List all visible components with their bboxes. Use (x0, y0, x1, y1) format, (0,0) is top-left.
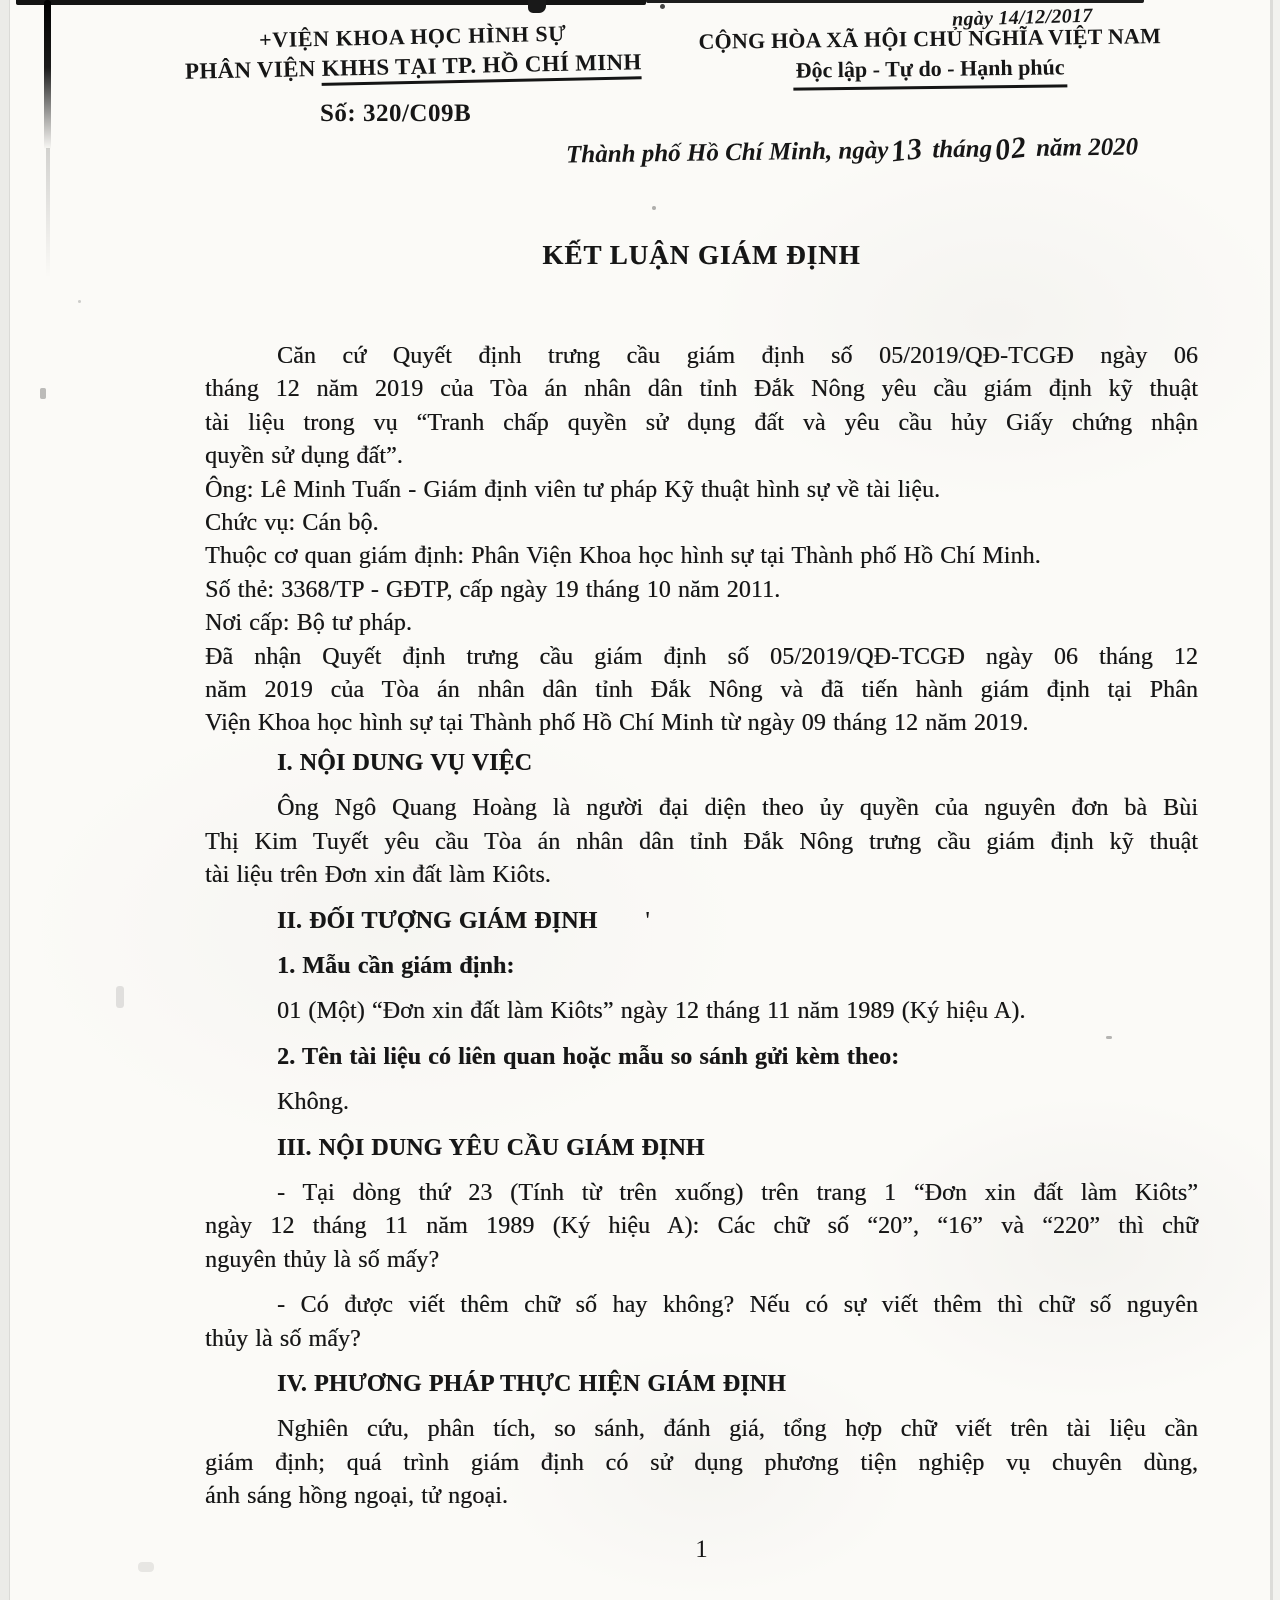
body-line: nguyên thủy là số mấy? (205, 1246, 440, 1273)
item-sample-detail (205, 989, 1198, 1034)
para-legal-basis (205, 340, 1198, 474)
line-position (205, 507, 1198, 540)
document-title: KẾT LUẬN GIÁM ĐỊNH (542, 240, 861, 270)
scan-artifact-speck (116, 986, 124, 1008)
body-line: Ông Ngô Quang Hoàng là người đại diện theo ủy quyền của nguyên đơn bà Bùi (277, 795, 1198, 822)
body-line: Căn cứ Quyết định trưng cầu giám định số 05/2019/QĐ-TCGĐ ngày 06 (277, 343, 1198, 369)
document-body (205, 340, 1198, 1520)
body-line: giám định; quá trình giám định có sử dụng phương tiện nghiệp vụ chuyên dùng, (205, 1449, 1198, 1476)
line-agency (205, 540, 1198, 573)
heading-section-3 (205, 1126, 1198, 1171)
item-sample-label (205, 944, 1198, 989)
heading-section-4 (205, 1362, 1198, 1407)
body-line: quyền sử dụng đất”. (205, 443, 403, 470)
body-line: Nơi cấp: Bộ tư pháp. (205, 610, 412, 637)
body-line: - Tại dòng thứ 23 (Tính từ trên xuống) trên trang 1 “Đơn xin đất làm Kiôts” (277, 1179, 1198, 1206)
scan-artifact-left-streak (44, 0, 51, 150)
body-line: năm 2019 của Tòa án nhân dân tỉnh Đắk Nông và đã tiến hành giám định tại Phân (205, 677, 1198, 704)
body-line: Số thẻ: 3368/TP - GĐTP, cấp ngày 19 tháng 10 năm 2011. (205, 576, 781, 603)
scan-artifact-dot (660, 4, 665, 9)
body-line: I. NỘI DUNG VỤ VIỆC (277, 749, 533, 776)
heading-section-2 (205, 899, 1198, 944)
agency-branch-name (148, 48, 678, 85)
agency-branch-prefix: PHÂN VIỆN (184, 55, 323, 84)
scan-artifact-right-edge-band (1273, 0, 1280, 1600)
line-examiner-name (205, 474, 1198, 507)
body-line: Thuộc cơ quan giám định: Phân Viện Khoa học hình sự tại Thành phố Hồ Chí Minh. (205, 543, 1041, 570)
body-line: tài liệu trên Đơn xin đất làm Kiôts. (205, 862, 551, 889)
body-line: ngày 12 tháng 11 năm 1989 (Ký hiệu A): Các chữ số “20”, “16” và “220” thì chữ (205, 1213, 1198, 1240)
scan-artifact-right-line (1270, 0, 1273, 1600)
handwritten-day: 13 (889, 131, 926, 169)
scan-artifact-top-strip (16, 0, 646, 5)
para-case-content (205, 786, 1198, 898)
body-line: Không. (277, 1089, 349, 1116)
heading-section-1 (205, 741, 1198, 786)
body-line: IV. PHƯƠNG PHÁP THỰC HIỆN GIÁM ĐỊNH (277, 1370, 786, 1397)
scan-artifact-speck (138, 1562, 154, 1572)
handwritten-month: 02 (993, 130, 1029, 168)
body-line: II. ĐỐI TƯỢNG GIÁM ĐỊNH ' (277, 907, 650, 934)
dateline-mid: tháng (932, 135, 993, 164)
handwritten-scan-date: ngày 14/12/2017 (951, 4, 1093, 31)
scan-artifact-left-streak-faint (46, 148, 50, 278)
body-line: tài liệu trong vụ “Tranh chấp quyền sử dụng đất và yêu cầu hủy Giấy chứng nhận (205, 409, 1198, 436)
body-line: - Có được viết thêm chữ số hay không? Nếu có sự viết thêm thì chữ số nguyên (277, 1292, 1198, 1319)
body-line: Viện Khoa học hình sự tại Thành phố Hồ Chí Minh từ ngày 09 tháng 12 năm 2019. (205, 710, 1029, 737)
national-title: CỘNG HÒA XÃ HỘI CHỦ NGHĨA VIỆT NAM (698, 23, 1162, 54)
body-line: ánh sáng hồng ngoại, tử ngoại. (205, 1483, 508, 1510)
body-line: Đã nhận Quyết định trưng cầu giám định số 05/2019/QĐ-TCGĐ ngày 06 tháng 12 (205, 643, 1198, 670)
scan-artifact-blob (528, 0, 546, 13)
body-line: Ông: Lê Minh Tuấn - Giám định viên tư pháp Kỹ thuật hình sự về tài liệu. (205, 476, 941, 503)
scan-artifact-left-edge-band (0, 0, 10, 1600)
para-request-1 (205, 1171, 1198, 1283)
body-line: thủy là số mấy? (205, 1325, 361, 1352)
national-motto-block (672, 23, 1189, 92)
line-card-number (205, 574, 1198, 607)
line-card-issuer (205, 607, 1198, 640)
body-line: Chức vụ: Cán bộ. (205, 510, 379, 537)
agency-branch-underlined: KHHS TẠI TP. HỒ CHÍ MINH (321, 49, 641, 86)
scan-artifact-speck (40, 388, 46, 399)
agency-parent-name: +VIỆN KHOA HỌC HÌNH SỰ (258, 20, 567, 53)
item-reference-label (205, 1035, 1198, 1080)
page-number: 1 (695, 1536, 708, 1563)
body-line: Thị Kim Tuyết yêu cầu Tòa án nhân dân tỉnh Đắk Nông trưng cầu giám định kỹ thuật (205, 828, 1198, 855)
item-reference-none (205, 1080, 1198, 1125)
para-request-2 (205, 1283, 1198, 1362)
body-line: III. NỘI DUNG YÊU CẦU GIÁM ĐỊNH (277, 1134, 705, 1161)
body-line: 1. Mẫu cần giám định: (277, 952, 515, 979)
body-line: tháng 12 năm 2019 của Tòa án nhân dân tỉnh Đắk Nông yêu cầu giám định kỹ thuật (205, 376, 1198, 403)
dateline-suffix: năm 2020 (1035, 133, 1139, 162)
document-number: Số: 320/C09B (320, 100, 472, 127)
body-line: 01 (Một) “Đơn xin đất làm Kiôts” ngày 12 tháng 11 năm 1989 (Ký hiệu A). (277, 998, 1026, 1025)
national-motto: Độc lập - Tự do - Hạnh phúc (793, 53, 1068, 90)
place-date-line (566, 128, 1206, 171)
body-line: Nghiên cứu, phân tích, so sánh, đánh giá, tổng hợp chữ viết trên tài liệu cần (277, 1416, 1198, 1443)
dateline-prefix: Thành phố Hồ Chí Minh, ngày (565, 136, 889, 169)
scan-artifact-speck (652, 206, 656, 210)
scan-artifact-speck (78, 300, 81, 303)
stray-mark: ' (645, 907, 650, 934)
para-method (205, 1407, 1198, 1519)
issuing-agency-block (147, 18, 678, 85)
scan-artifact-top-strip (646, 0, 1144, 3)
para-receipt (205, 641, 1198, 741)
body-line: 2. Tên tài liệu có liên quan hoặc mẫu so sánh gửi kèm theo: (277, 1043, 900, 1070)
